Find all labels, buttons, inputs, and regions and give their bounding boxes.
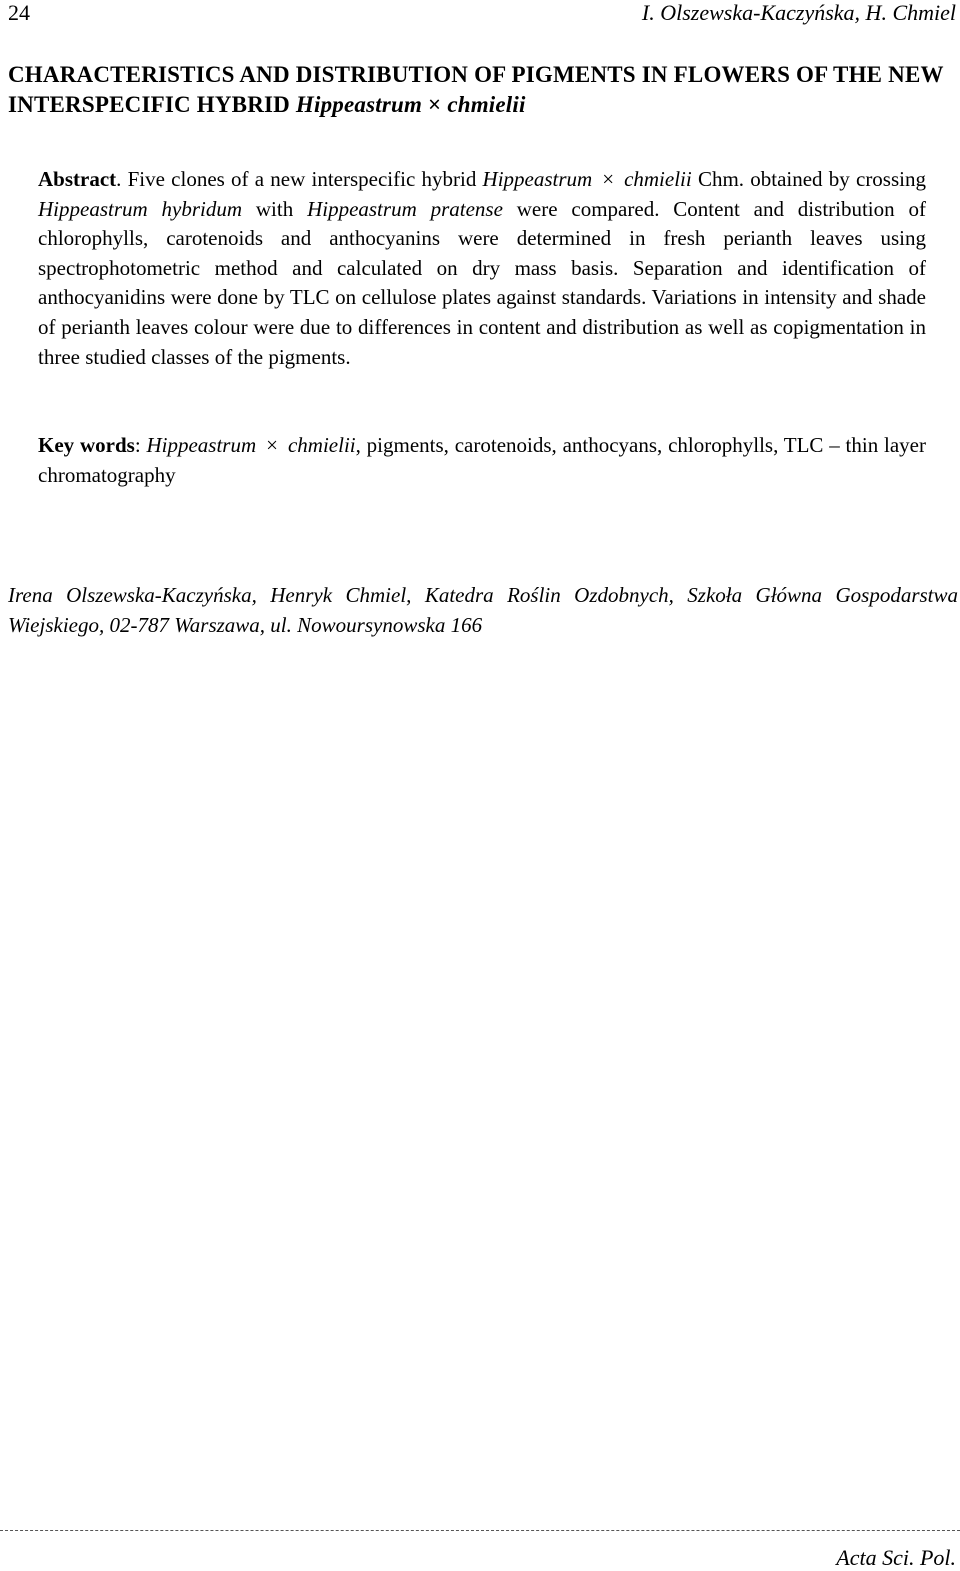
abstract-parent-1: Hippeastrum hybridum	[38, 196, 243, 221]
abstract-cross: ×	[602, 167, 615, 191]
page-number: 24	[8, 0, 30, 25]
abstract-text-4: were compared. Content and distribution of chlorophylls, carotenoids and anthocyanins were determined in fresh perianth leaves using spectrophotometric method and calculated on dry mass basis. Separation and identification of anthocyanidins were done by TLC on cellulose plates against standards. Variations in intensity and shade of perianth leaves colour were due to differences in content and distribution as well as copigmentation in three studied classes of the pigments.	[38, 196, 926, 369]
keywords-list: , pigments, carotenoids, anthocyans, chlorophylls, TLC – thin layer chromatography	[38, 433, 926, 487]
abstract-species: chmielii	[624, 167, 692, 191]
title-genus: Hippeastrum	[295, 92, 423, 117]
abstract-text-3: with	[242, 196, 308, 221]
running-head: I. Olszewska-Kaczyńska, H. Chmiel	[641, 0, 956, 25]
abstract-text-1: . Five clones of a new interspecific hybrid	[116, 167, 483, 191]
abstract-genus: Hippeastrum	[482, 167, 593, 191]
abstract-text-2: Chm. obtained by crossing	[691, 167, 926, 191]
article-title	[8, 60, 956, 120]
abstract-label: Abstract	[38, 167, 117, 191]
keywords-colon: :	[134, 433, 147, 457]
keywords-genus: Hippeastrum	[146, 433, 257, 457]
keywords-species: chmielii	[287, 433, 356, 457]
footer-rule	[0, 1530, 960, 1531]
title-species: chmielii	[447, 92, 526, 117]
keywords-paragraph	[38, 431, 926, 490]
journal-footer: Acta Sci. Pol.	[836, 1545, 956, 1570]
title-cross: ×	[428, 92, 442, 117]
keywords-label: Key words	[38, 433, 135, 457]
keywords-cross: ×	[266, 433, 278, 457]
title-main: CHARACTERISTICS AND DISTRIBUTION OF PIGMENTS IN FLOWERS OF THE NEW INTERSPECIFIC HYBRID	[8, 62, 944, 117]
abstract-parent-2: Hippeastrum pratense	[307, 196, 503, 221]
abstract-paragraph	[38, 165, 926, 372]
author-affiliation: Irena Olszewska-Kaczyńska, Henryk Chmiel, Katedra Roślin Ozdobnych, Szkoła Główna Gospodarstwa Wiejskiego, 02-787 Warszawa, ul. Nowoursynowska 166	[8, 583, 958, 637]
